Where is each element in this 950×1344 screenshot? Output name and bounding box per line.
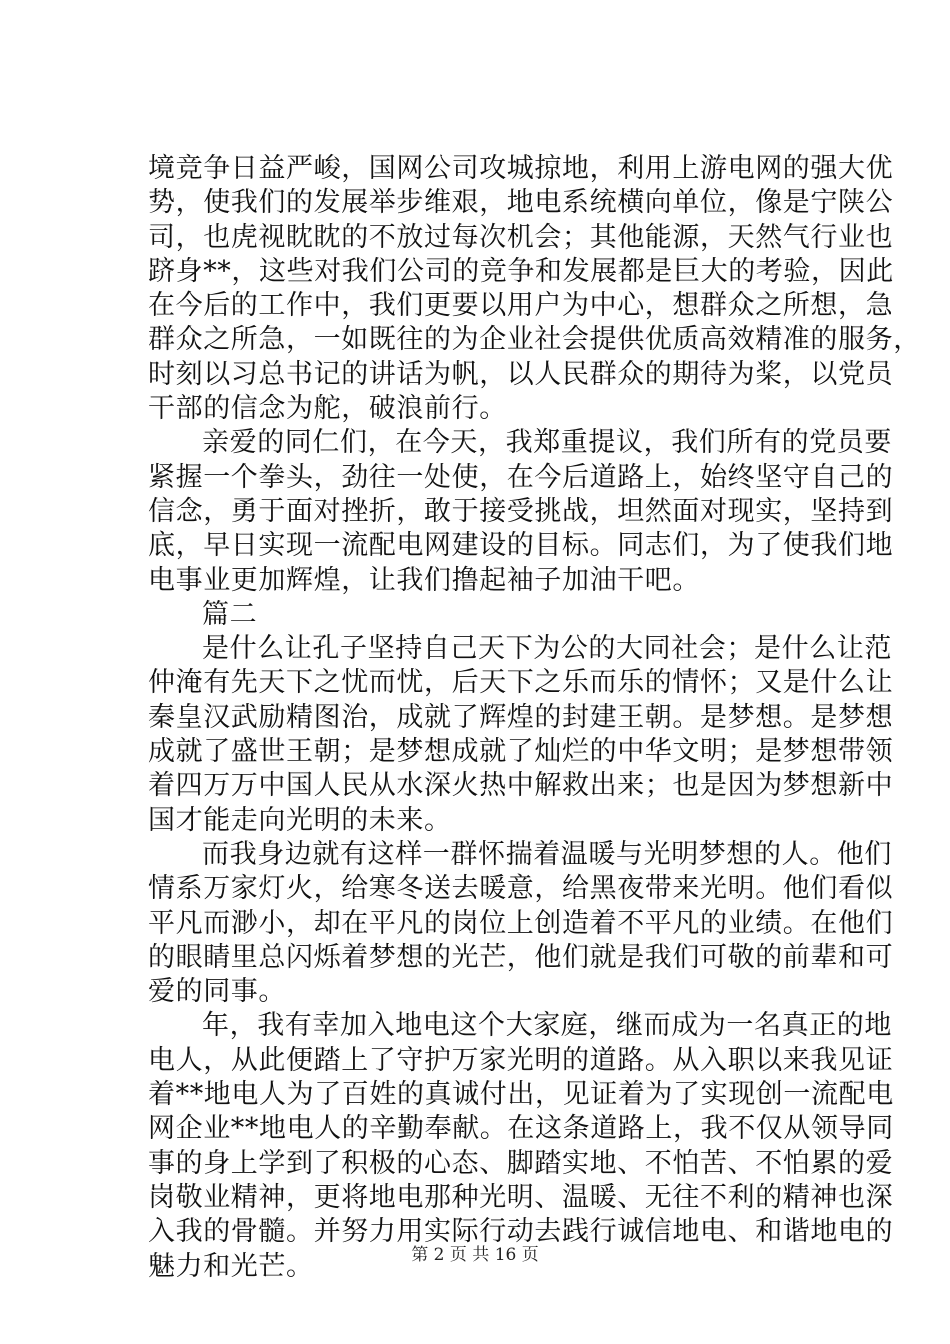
text-line: 秦皇汉武励精图治，成就了辉煌的封建王朝。是梦想。是梦想 — [148, 701, 894, 733]
text-line: 岗敬业精神，更将地电那种光明、温暖、无往不利的精神也深 — [148, 1181, 894, 1213]
text-line: 电人，从此便踏上了守护万家光明的道路。从入职以来我见证 — [148, 1044, 894, 1076]
text-line: 境竞争日益严峻，国网公司攻城掠地，利用上游电网的强大优 — [148, 153, 894, 184]
text-line: 亲爱的同仁们，在今天，我郑重提议，我们所有的党员要 — [202, 427, 892, 459]
text-line: 群众之所急，一如既往的为企业社会提供优质高效精准的服务， — [148, 324, 921, 356]
text-line: 网企业**地电人的辛勤奉献。在这条道路上，我不仅从领导同 — [148, 1113, 894, 1145]
text-line: 信念，勇于面对挫折，敢于接受挑战，坦然面对现实，坚持到 — [148, 495, 894, 527]
text-line: 事的身上学到了积极的心态、脚踏实地、不怕苦、不怕累的爱 — [148, 1147, 894, 1179]
text-line: 仲淹有先天下之忧而忧，后天下之乐而乐的情怀；又是什么让 — [148, 667, 894, 699]
text-line: 是什么让孔子坚持自己天下为公的大同社会；是什么让范 — [202, 633, 892, 665]
text-line: 底，早日实现一流配电网建设的目标。同志们，为了使我们地 — [148, 530, 894, 562]
text-line: 魅力和光芒。 — [148, 1250, 314, 1282]
text-line: 国才能走向光明的未来。 — [148, 804, 452, 836]
text-line: 时刻以习总书记的讲话为帆，以人民群众的期待为桨，以党员 — [148, 358, 894, 390]
document-body — [148, 152, 921, 1284]
text-line: 司，也虎视眈眈的不放过每次机会；其他能源，天然气行业也 — [148, 221, 894, 253]
text-line: 入我的骨髓。并努力用实际行动去践行诚信地电、和谐地电的 — [148, 1216, 894, 1248]
text-line: 电事业更加辉煌，让我们撸起袖子加油干吧。 — [148, 564, 700, 596]
text-line: 爱的同事。 — [148, 976, 286, 1008]
text-line: 的眼睛里总闪烁着梦想的光芒，他们就是我们可敬的前辈和可 — [148, 941, 894, 973]
text-line: 篇二 — [202, 598, 258, 630]
text-line: 在今后的工作中，我们更要以用户为中心，想群众之所想，急 — [148, 290, 894, 322]
text-line: 着**地电人为了百姓的真诚付出，见证着为了实现创一流配电 — [148, 1079, 894, 1111]
text-line: 成就了盛世王朝；是梦想成就了灿烂的中华文明；是梦想带领 — [148, 736, 894, 768]
text-line: 势，使我们的发展举步维艰，地电系统横向单位，像是宁陕公 — [148, 187, 894, 219]
text-line: 紧握一个拳头，劲往一处使，在今后道路上，始终坚守自己的 — [148, 461, 894, 493]
text-line: 而我身边就有这样一群怀揣着温暖与光明梦想的人。他们 — [202, 838, 892, 870]
text-line: 平凡而渺小，却在平凡的岗位上创造着不平凡的业绩。在他们 — [148, 907, 894, 939]
text-line: 着四万万中国人民从水深火热中解救出来；也是因为梦想新中 — [148, 770, 894, 802]
text-line: 年，我有幸加入地电这个大家庭，继而成为一名真正的地 — [202, 1010, 892, 1042]
text-line: 情系万家灯火，给寒冬送去暖意，给黑夜带来光明。他们看似 — [148, 873, 894, 905]
page-footer: 第 2 页 共 16 页 — [411, 1245, 539, 1265]
text-line: 跻身**，这些对我们公司的竞争和发展都是巨大的考验，因此 — [148, 255, 894, 287]
text-line: 干部的信念为舵，破浪前行。 — [148, 393, 507, 425]
